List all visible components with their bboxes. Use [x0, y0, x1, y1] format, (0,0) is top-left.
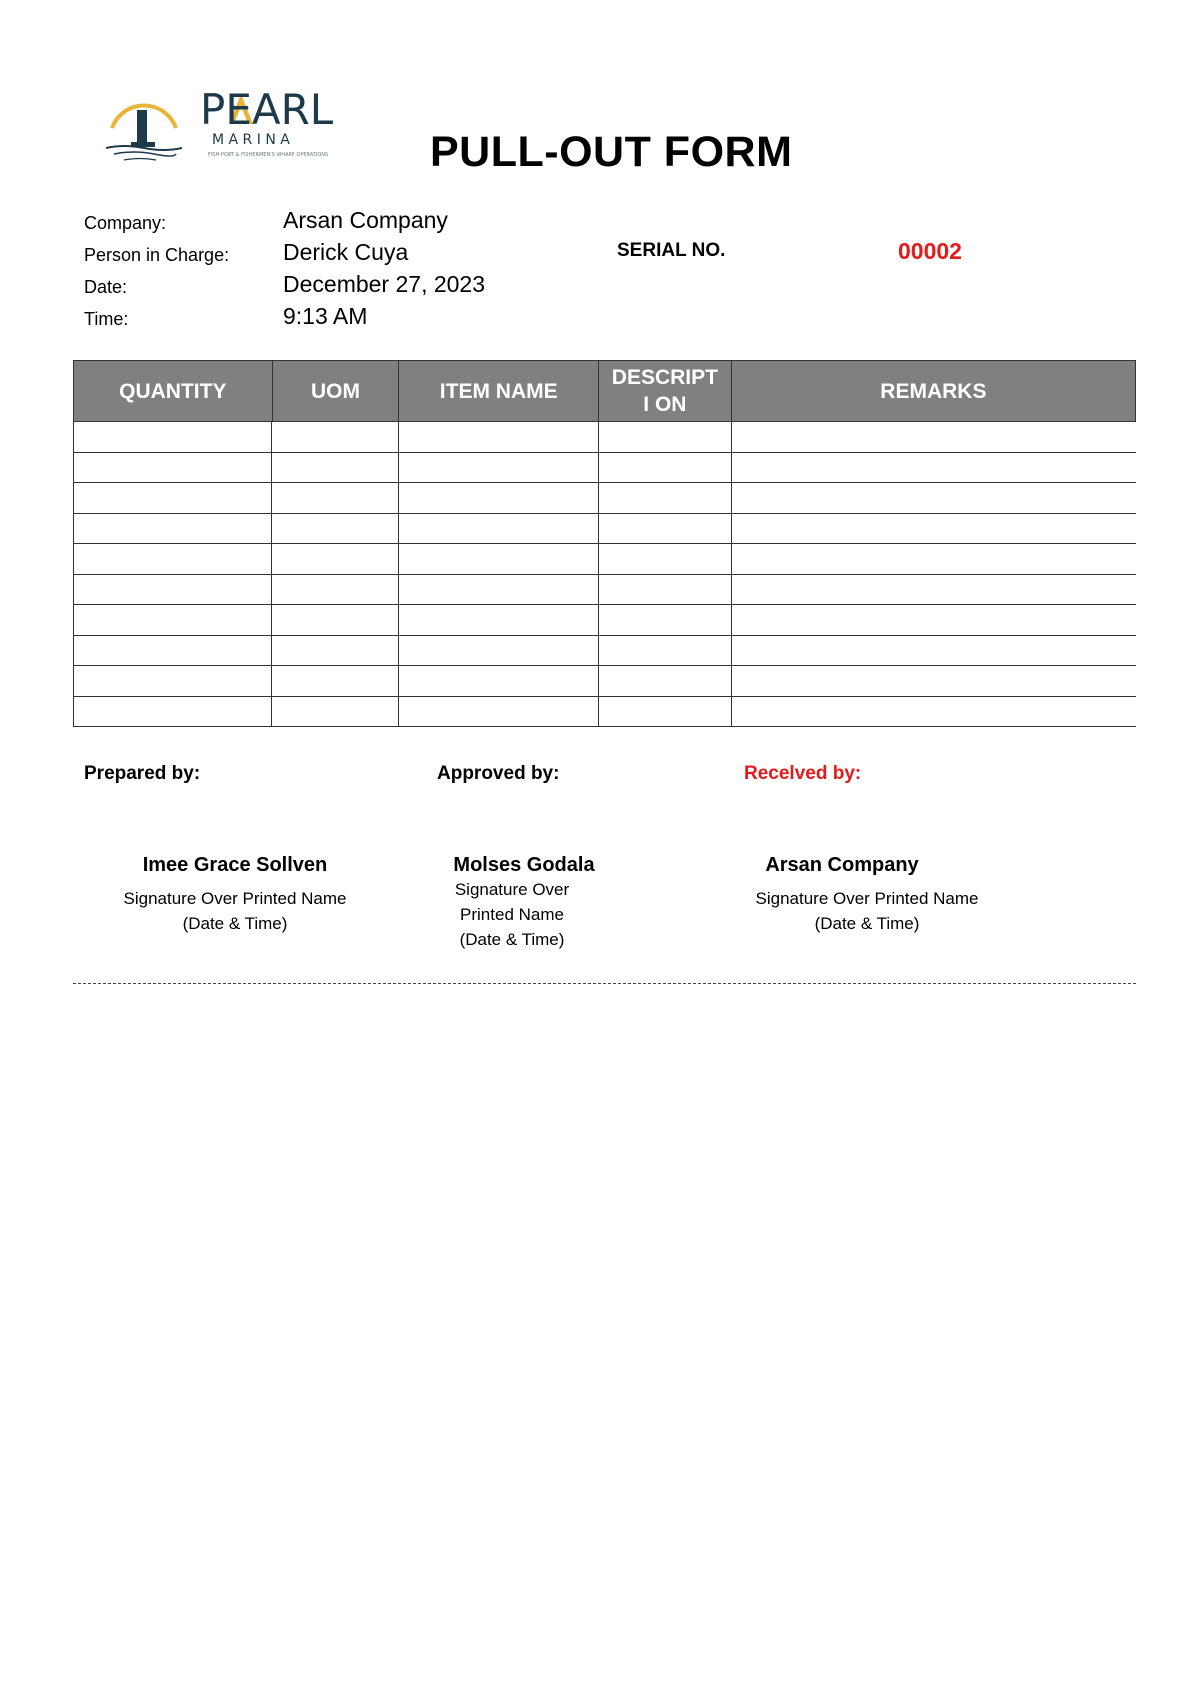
table-cell: [73, 636, 272, 666]
items-table: [73, 360, 1136, 727]
table-row: [73, 575, 1136, 606]
serial-label: SERIAL NO.: [617, 240, 726, 261]
table-cell: [272, 636, 399, 666]
table-cell: [399, 605, 599, 635]
prepared-date-caption: (Date & Time): [182, 914, 288, 933]
table-cell: [599, 605, 732, 635]
company-label: Company:: [84, 213, 167, 233]
table-row: [73, 453, 1136, 484]
table-cell: [272, 605, 399, 635]
received-signature-caption: Signature Over Printed Name: [755, 889, 979, 908]
table-cell: [732, 422, 1136, 452]
logo-subname: M A R I N A: [212, 132, 290, 148]
table-cell: [599, 666, 732, 696]
received-by-label: Recelved by:: [744, 763, 862, 784]
table-row: [73, 605, 1136, 636]
header-quantity: QUANTITY: [74, 361, 273, 421]
person-value: Derick Cuya: [283, 239, 409, 265]
sunset-pier-icon: [104, 84, 384, 166]
table-cell: [732, 697, 1136, 727]
date-label: Date:: [84, 277, 128, 297]
table-cell: [732, 544, 1136, 574]
table-cell: [272, 483, 399, 513]
table-cell: [73, 422, 272, 452]
table-cell: [399, 422, 599, 452]
table-row: [73, 544, 1136, 575]
table-row: [73, 422, 1136, 453]
header-item-name: ITEM NAME: [399, 361, 599, 421]
header-uom: UOM: [273, 361, 400, 421]
table-cell: [599, 453, 732, 483]
logo-tagline: FISH PORT & FISHERMEN'S WHARF OPERATIONS: [208, 152, 329, 158]
table-cell: [399, 636, 599, 666]
table-cell: [73, 697, 272, 727]
table-row: [73, 666, 1136, 697]
table-cell: [399, 697, 599, 727]
approved-printed-caption: Printed Name: [460, 905, 564, 924]
received-signer-name: Arsan Company: [765, 854, 919, 876]
table-cell: [399, 483, 599, 513]
serial-number: 00002: [898, 238, 962, 264]
approved-signature-caption: Signature Over: [454, 880, 570, 899]
table-cell: [73, 514, 272, 544]
table-cell: [272, 544, 399, 574]
header-description-text: DESCRIPTI ON: [611, 366, 718, 416]
table-cell: [599, 697, 732, 727]
table-cell: [399, 514, 599, 544]
prepared-signer-name: Imee Grace Sollven: [142, 854, 328, 876]
logo-wordmark: PEARL: [200, 85, 334, 134]
table-row: [73, 636, 1136, 667]
table-cell: [599, 514, 732, 544]
table-cell: [73, 544, 272, 574]
approved-signature-block: [400, 854, 624, 952]
table-cell: [599, 636, 732, 666]
table-cell: [73, 575, 272, 605]
company-value: Arsan Company: [283, 207, 448, 233]
table-cell: [399, 575, 599, 605]
prepared-signature-block: [100, 854, 370, 936]
table-header: [73, 360, 1136, 422]
table-cell: [732, 605, 1136, 635]
table-cell: [732, 666, 1136, 696]
header-remarks: REMARKS: [880, 379, 987, 403]
table-body: [73, 422, 1136, 727]
table-cell: [73, 453, 272, 483]
table-cell: [732, 575, 1136, 605]
table-cell: [399, 666, 599, 696]
received-date-caption: (Date & Time): [814, 914, 920, 933]
table-cell: [272, 575, 399, 605]
table-cell: [272, 514, 399, 544]
header-description: [599, 361, 732, 421]
table-row: [73, 514, 1136, 545]
table-cell: [732, 514, 1136, 544]
table-cell: [599, 422, 732, 452]
time-value: 9:13 AM: [283, 303, 368, 329]
table-cell: [399, 453, 599, 483]
table-cell: [732, 453, 1136, 483]
table-row: [73, 483, 1136, 514]
approved-by-label: Approved by:: [437, 763, 560, 784]
table-cell: [732, 636, 1136, 666]
cut-line-divider: [73, 983, 1136, 984]
table-cell: [599, 575, 732, 605]
table-cell: [272, 453, 399, 483]
table-cell: [599, 544, 732, 574]
time-label: Time:: [84, 309, 129, 329]
person-label: Person in Charge:: [84, 245, 230, 265]
prepared-by-label: Prepared by:: [84, 763, 201, 784]
table-cell: [73, 605, 272, 635]
received-signature-block: [727, 854, 1007, 936]
table-cell: [272, 422, 399, 452]
table-cell: [599, 483, 732, 513]
table-cell: [732, 483, 1136, 513]
table-cell: [272, 697, 399, 727]
approved-date-caption: (Date & Time): [459, 930, 565, 949]
table-cell: [73, 483, 272, 513]
pearl-marina-logo: [104, 84, 384, 166]
prepared-signature-caption: Signature Over Printed Name: [123, 889, 347, 908]
table-cell: [272, 666, 399, 696]
table-row: [73, 697, 1136, 728]
table-cell: [399, 544, 599, 574]
date-value: December 27, 2023: [283, 271, 486, 297]
approved-signer-name: Molses Godala: [453, 854, 595, 876]
page-title: PULL-OUT FORM: [430, 128, 793, 176]
table-cell: [73, 666, 272, 696]
